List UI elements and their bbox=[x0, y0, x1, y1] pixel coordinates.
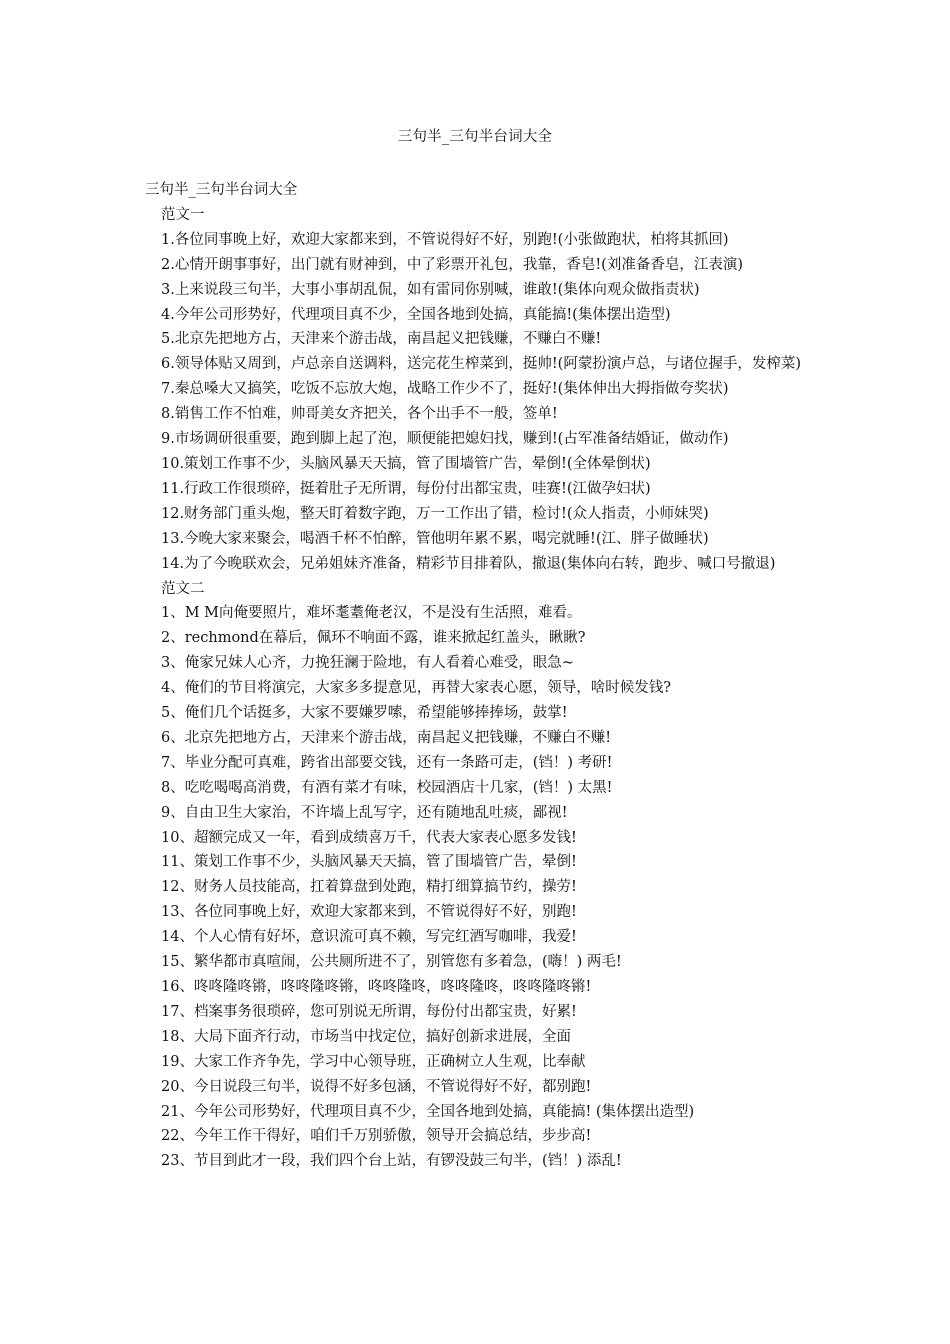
section-label-1: 范文一 bbox=[161, 206, 205, 223]
document-body bbox=[145, 178, 810, 1174]
list-item: 1、M M向俺要照片，难坏耄耋俺老汉，不是没有生活照，难看。 bbox=[161, 605, 582, 622]
list-item: 5、俺们几个话挺多，大家不要嫌罗嗦，希望能够捧捧场，鼓掌! bbox=[161, 705, 568, 722]
list-item: 12、财务人员技能高，扛着算盘到处跑，精打细算搞节约，操劳! bbox=[161, 879, 577, 896]
list-item: 11.行政工作很琐碎，挺着肚子无所谓，每份付出都宝贵，哇赛!(江做孕妇状) bbox=[161, 480, 651, 497]
list-item: 10、超额完成又一年，看到成绩喜万千，代表大家表心愿多发钱! bbox=[161, 829, 577, 846]
section-label-2: 范文二 bbox=[161, 580, 205, 597]
list-item: 9.市场调研很重要，跑到脚上起了泡，顺便能把媳妇找，赚到!(占军准备结婚证，做动作) bbox=[161, 431, 729, 448]
list-item: 3.上来说段三句半，大事小事胡乱侃，如有雷同你别喊，谁敢!(集体向观众做指责状) bbox=[161, 281, 700, 298]
list-item: 2、rechmond在幕后，佩环不响面不露，谁来掀起红盖头，瞅瞅? bbox=[161, 630, 586, 647]
list-item: 17、档案事务很琐碎，您可别说无所谓，每份付出都宝贵，好累! bbox=[161, 1003, 577, 1020]
list-item: 13.今晚大家来聚会，喝酒千杯不怕醉，管他明年累不累，喝完就睡!(江、胖子做睡状) bbox=[161, 530, 709, 547]
list-item: 8、吃吃喝喝高消费，有酒有菜才有味，校园酒店十几家，(铛！) 太黑! bbox=[161, 779, 613, 796]
list-item: 21、今年公司形势好，代理项目真不少，全国各地到处搞，真能搞! (集体摆出造型) bbox=[161, 1103, 695, 1120]
list-item: 23、节目到此才一段，我们四个台上站，有锣没鼓三句半，(铛！) 添乱! bbox=[161, 1153, 622, 1170]
list-item: 5.北京先把地方占，天津来个游击战，南昌起义把钱赚，不赚白不赚! bbox=[161, 331, 602, 348]
list-item: 11、策划工作事不少，头脑风暴天天搞，管了围墙管广告，晕倒! bbox=[161, 854, 577, 871]
list-item: 15、繁华都市真喧闹，公共厕所进不了，别管您有多着急，(嗨！) 两毛! bbox=[161, 954, 622, 971]
list-item: 18、大局下面齐行动，市场当中找定位，搞好创新求进展，全面 bbox=[161, 1028, 571, 1045]
list-item: 9、自由卫生大家治，不许墙上乱写字，还有随地乱吐痰，鄙视! bbox=[161, 804, 568, 821]
list-item: 10.策划工作事不少，头脑风暴天天搞，管了围墙管广告，晕倒!(全体晕倒状) bbox=[161, 455, 651, 472]
list-item: 20、今日说段三句半，说得不好多包涵，不管说得好不好，都别跑! bbox=[161, 1078, 592, 1095]
list-item: 14、个人心情有好坏，意识流可真不赖，写完红酒写咖啡，我爱! bbox=[161, 929, 577, 946]
document-title: 三句半_三句半台词大全 bbox=[397, 129, 553, 145]
list-item: 3、俺家兄妹人心齐，力挽狂澜于险地，有人看着心难受，眼急~ bbox=[161, 655, 574, 672]
list-item: 16、咚咚隆咚锵，咚咚隆咚锵，咚咚隆咚，咚咚隆咚，咚咚隆咚锵! bbox=[161, 979, 592, 995]
list-item: 22、今年工作干得好，咱们千万别骄傲，领导开会搞总结，步步高! bbox=[161, 1128, 592, 1145]
section-1-list bbox=[145, 228, 810, 577]
list-item: 4、俺们的节目将演完，大家多多提意见，再替大家表心愿，领导，啥时候发钱? bbox=[161, 680, 671, 697]
list-item: 7.秦总嗓大又搞笑，吃饭不忘放大炮，战略工作少不了，挺好!(集体伸出大拇指做夸奖状) bbox=[161, 381, 729, 398]
list-item: 7、毕业分配可真难，跨省出部要交钱，还有一条路可走，(铛！) 考研! bbox=[161, 754, 613, 771]
list-item: 12.财务部门重头炮，整天盯着数字跑，万一工作出了错，检讨!(众人指责，小师妹哭) bbox=[161, 505, 709, 522]
list-item: 14.为了今晚联欢会，兄弟姐妹齐准备，精彩节目排着队，撤退(集体向右转，跑步、喊口号撤退) bbox=[161, 555, 776, 572]
list-item: 13、各位同事晚上好，欢迎大家都来到，不管说得好不好，别跑! bbox=[161, 904, 577, 921]
section-2-list bbox=[145, 601, 810, 1174]
list-item: 2.心情开朗事事好，出门就有财神到，中了彩票开礼包，我靠，香皂!(刘准备香皂，江表演) bbox=[161, 256, 743, 273]
list-item: 4.今年公司形势好，代理项目真不少，全国各地到处搞，真能搞!(集体摆出造型) bbox=[161, 306, 671, 323]
list-item: 6、北京先把地方占，天津来个游击战，南昌起义把钱赚，不赚白不赚! bbox=[161, 729, 612, 746]
body-heading: 三句半_三句半台词大全 bbox=[145, 182, 298, 198]
list-item: 6.领导体贴又周到，卢总亲自送调料，送完花生榨菜到，挺帅!(阿蒙扮演卢总，与诸位握手，发榨菜) bbox=[161, 356, 801, 373]
list-item: 8.销售工作不怕难，帅哥美女齐把关，各个出手不一般，签单! bbox=[161, 406, 558, 423]
list-item: 1.各位同事晚上好，欢迎大家都来到，不管说得好不好，别跑!(小张做跑状，柏将其抓回) bbox=[161, 231, 729, 248]
list-item: 19、大家工作齐争先，学习中心领导班，正确树立人生观，比奉献 bbox=[161, 1053, 586, 1070]
